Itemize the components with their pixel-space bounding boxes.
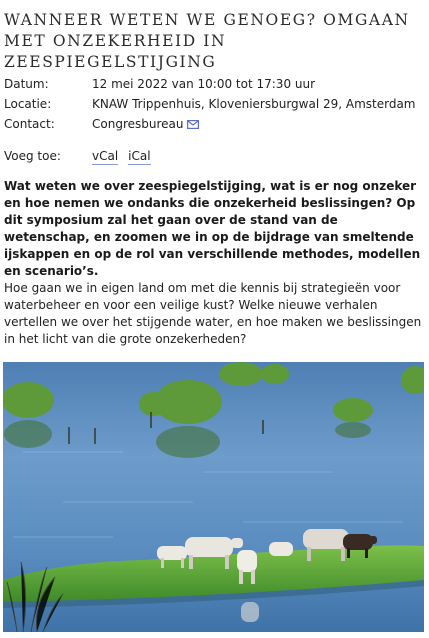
ical-link[interactable]: iCal bbox=[128, 149, 151, 163]
add-links bbox=[92, 146, 424, 166]
location-value: KNAW Trippenhuis, Kloveniersburgwal 29, Amsterdam bbox=[92, 97, 416, 111]
page-title: WANNEER WETEN WE GENOEG? OMGAAN MET ONZEKERHEID IN ZEESPIEGELSTIJGING bbox=[4, 11, 410, 71]
event-photo bbox=[3, 362, 424, 632]
date-label: Datum: bbox=[4, 77, 49, 91]
event-meta bbox=[4, 74, 424, 166]
meta-row-date bbox=[4, 74, 424, 94]
contact-value bbox=[92, 114, 424, 134]
body-text: Hoe gaan we in eigen land om met die kennis bij strategieën voor waterbeheer en voor een veilige kust? Welke nieuwe verhalen vertellen we over het stijgende water, en hoe maken we beslissingen in het licht van die grote onzekerheden? bbox=[4, 281, 422, 346]
meta-row-contact bbox=[4, 114, 424, 134]
contact-link[interactable]: Congresbureau bbox=[92, 117, 184, 131]
mail-icon[interactable] bbox=[187, 115, 199, 135]
meta-row-location bbox=[4, 94, 424, 114]
add-label: Voeg toe: bbox=[4, 149, 61, 163]
flooded-meadow-cows-image bbox=[3, 362, 424, 632]
location-label: Locatie: bbox=[4, 97, 52, 111]
contact-label: Contact: bbox=[4, 117, 55, 131]
date-value: 12 mei 2022 van 10:00 tot 17:30 uur bbox=[92, 77, 316, 91]
vcal-link[interactable]: vCal bbox=[92, 149, 119, 163]
meta-row-add bbox=[4, 146, 424, 166]
intro-text: Wat weten we over zeespiegelstijging, wat is er nog onzeker en hoe nemen we ondanks die onzekerheid beslissingen? Op dit symposium zal het gaan over de stand van de wetenschap, en zoomen we in op de bijdrage van smeltende ijskappen en op de rol van verschillende methodes, modellen en scenario’s. bbox=[4, 179, 421, 278]
